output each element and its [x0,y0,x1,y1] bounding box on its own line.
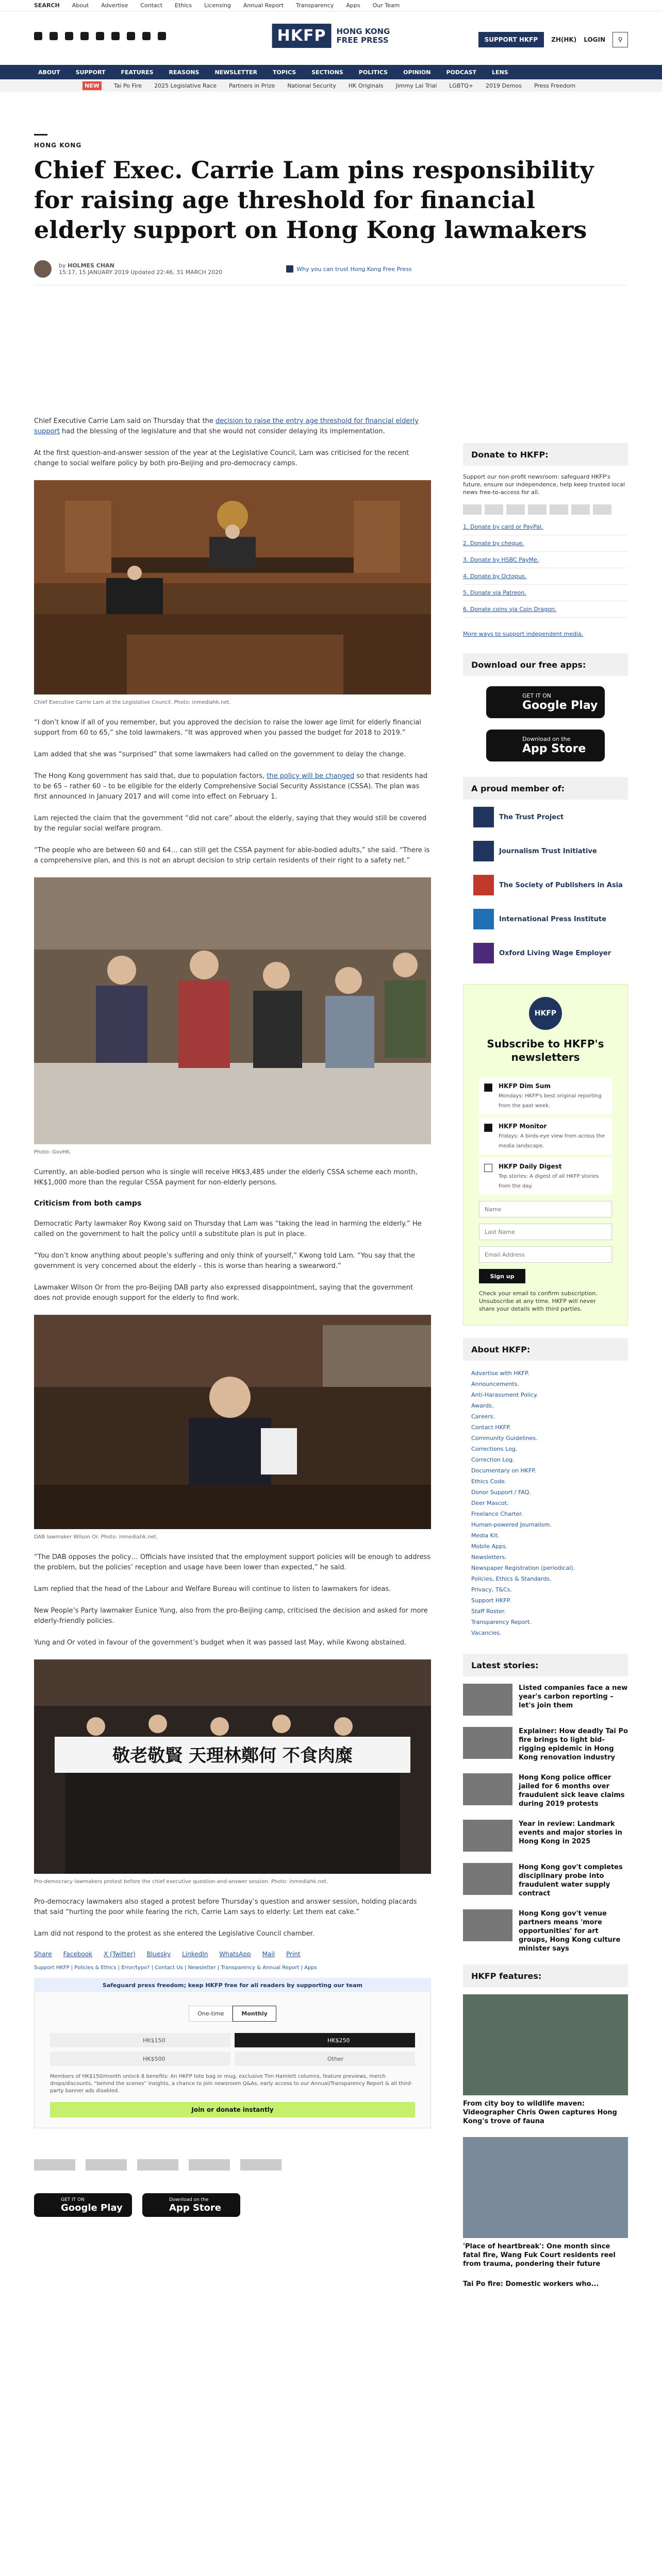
jti-logo[interactable] [473,841,597,861]
byline-text [59,262,222,276]
nav-podcast[interactable]: PODCAST [446,69,477,76]
nav-topics[interactable]: TOPICS [272,69,296,76]
top-ticker [0,0,662,11]
subnav-item[interactable]: Press Freedom [534,82,576,89]
amex-icon [506,504,525,515]
ticker-annual-report[interactable]: Annual Report [243,2,284,9]
store-small: Download on the [169,2197,209,2202]
paragraph: Yung and Or voted in favour of the government’s budget when it was passed last May, while Kwong abstained. [34,1639,406,1647]
photo-caption: Photo: GovHK. [34,1149,72,1155]
search-icon[interactable]: ⚲ [613,32,628,47]
ipi-logo[interactable] [189,2159,230,2171]
newsletter-name: HKFP Daily Digest [499,1163,562,1170]
ipi-icon [473,909,494,929]
wilson-or-photo [34,1315,431,1529]
main-nav [0,65,662,79]
article-photo [34,877,431,1155]
nav-support[interactable]: SUPPORT [75,69,106,76]
story-thumbnail [463,1863,512,1895]
feature-title: Tai Po fire: Domestic workers who... [463,2280,599,2288]
youtube-icon[interactable] [111,32,120,40]
subnav-item[interactable]: 2025 Legislative Race [154,82,217,89]
donate-option[interactable]: 2. Donate by cheque. [463,535,628,552]
ticker-search[interactable]: SEARCH [34,2,60,9]
freq-one-time[interactable]: One-time [189,2006,233,2022]
threads-icon[interactable] [80,32,89,40]
kicker-rule [34,134,47,135]
paragraph: New People’s Party lawmaker Eunice Yung, also from the pro-Beijing camp, criticised the decision and asked for more elderly-friendly policies. [34,1607,428,1625]
about-link[interactable]: Mobile Apps. [471,1543,508,1550]
telegram-icon[interactable] [142,32,151,40]
member-name: The Trust Project [499,813,564,821]
app-store-button[interactable] [486,730,605,761]
store-small: GET IT ON [522,692,552,699]
whatsapp-icon[interactable] [96,32,104,40]
photo-caption: Pro-democracy lawmakers protest before the chief executive question-and-answer session. Photo: inmediahk.net. [34,1879,328,1885]
story-title: Hong Kong gov't venue partners means 'more opportunities' for art groups, Hong Kong culture minister says [519,1910,621,1953]
about-link[interactable]: Media Kit. [471,1532,500,1539]
name-field[interactable]: Name [479,1201,612,1217]
masthead [0,11,662,65]
photo-caption: Chief Executive Carrie Lam at the Legislative Council. Photo: inmediahk.net. [34,700,231,705]
app-store-button[interactable] [142,2193,240,2217]
article-headline: Chief Exec. Carrie Lam pins responsibility for raising age threshold for financial elderly support on Hong Kong lawmakers [34,156,594,244]
email-icon[interactable] [127,32,135,40]
support-hkfp-button[interactable]: SUPPORT HKFP [478,32,544,47]
story-title: Hong Kong police officer jailed for 6 months over fraudulent sick leave claims during 2019 protests [519,1774,625,1808]
newsletter-name: HKFP Monitor [499,1123,547,1130]
sopa-logo[interactable] [137,2159,178,2171]
banner-text: 敬老敬賢 天理林鄭何 不食肉糜 [112,1745,353,1766]
nav-newsletter[interactable]: NEWSLETTER [214,69,257,76]
app-buttons [463,686,628,761]
newsletter-desc: Top stories: A digest of all HKFP stories from the day. [499,1174,599,1189]
share-label: Share [34,1951,52,1958]
subnav-item[interactable]: HK Originals [348,82,384,89]
paragraph: Lam rejected the claim that the government “did not care” about the elderly, saying that they would still be covered by the regular social welfare program. [34,815,427,833]
nav-opinion[interactable]: OPINION [403,69,431,76]
about-link[interactable]: Careers. [471,1413,495,1420]
apps-heading: Download our free apps: [463,653,628,676]
about-link[interactable]: Staff Roster. [471,1608,506,1615]
about-link[interactable]: Community Guidelines. [471,1435,538,1442]
donate-text: Support our non-profit newsroom: safeguard HKFP's future, ensure our independence, help keep trusted local news free-to-access for all. [463,473,625,496]
member-heading: A proud member of: [463,777,628,800]
x-icon[interactable] [49,32,58,40]
newsletter-option[interactable] [479,1077,612,1114]
payme-icon [550,504,568,515]
subnav-item[interactable]: Jimmy Lai Trial [395,82,437,89]
store-small: GET IT ON [61,2197,85,2202]
latest-story[interactable] [463,1863,628,1898]
about-link[interactable]: Ethics Code. [471,1478,507,1485]
visa-icon [485,504,503,515]
about-link[interactable]: Documentary on HKFP. [471,1467,536,1474]
paragraph: “The DAB opposes the policy… Officials have insisted that the employment support policies will be enough to address the problem, but the policies’ reception and usage have been lower than expected,” he said. [34,1553,431,1571]
checkbox-checked[interactable] [484,1124,492,1132]
feature-title: From city boy to wildlife maven: Videographer Chris Owen captures Hong Kong's trove of fauna [463,2100,617,2125]
octopus-icon [571,504,590,515]
paragraph: “You don’t know anything about people’s suffering and only think of yourself,” Kwong told Lam. “You say that the government is very concerned about the elderly – this is worse than hearing a swearword.” [34,1252,415,1270]
share-print[interactable]: Print [286,1951,301,1958]
feature-story[interactable] [463,2137,628,2268]
subnav-item[interactable]: 2019 Demos [486,82,522,89]
story-thumbnail [463,1909,512,1941]
payment-icons [463,504,628,515]
ticker-team[interactable]: Our Team [372,2,400,9]
paragraph: Lam replied that the head of the Labour and Welfare Bureau will continue to listen to lawmakers for ideas. [34,1585,391,1593]
share-bluesky[interactable]: Bluesky [146,1951,171,1958]
features-heading: HKFP features: [463,1964,628,1987]
author-avatar [34,260,52,278]
amount-option[interactable]: HK$500 [50,2052,230,2066]
store-big: Google Play [522,699,598,712]
paragraph: “The people who are between 60 and 64… can still get the CSSA payment for able-bodied adults,” she said. “There is a comprehensive plan, and this is not an abrupt decision to strip certain residents of their right to a safety net.” [34,846,430,865]
frequency-toggle [50,2006,415,2022]
partner-logos [34,2159,431,2171]
photo-caption: DAB lawmaker Wilson Or. Photo: inmediahk.net. [34,1534,158,1540]
more-ways-link[interactable]: More ways to support independent media. [463,631,584,637]
author-name[interactable]: HOLMES CHAN [68,262,114,269]
about-link[interactable]: Human-powered Journalism. [471,1521,552,1528]
story-thumbnail [463,1727,512,1759]
paypal-icon [528,504,547,515]
language-switch[interactable]: ZH(HK) [551,36,577,43]
about-link[interactable]: Corrections Log. [471,1446,518,1452]
sopa-icon [473,875,494,895]
ticker-contact[interactable]: Contact [140,2,163,9]
signup-button[interactable]: Sign up [479,1269,525,1283]
ticker-advertise[interactable]: Advertise [101,2,128,9]
about-link[interactable]: Privacy, T&Cs. [471,1586,512,1593]
ticker-about[interactable]: About [72,2,89,9]
text: The Hong Kong government has said that, due to population factors, [34,772,267,780]
subnav-item[interactable]: National Security [287,82,336,89]
google-play-button[interactable] [486,686,605,718]
about-heading: About HKFP: [463,1338,628,1361]
latest-list [463,1684,628,1953]
donate-option[interactable]: 4. Donate by Octopus. [463,568,628,585]
social-icons [34,32,166,40]
mastercard-icon [463,504,482,515]
trust-project-logo[interactable] [34,2159,75,2171]
feature-story[interactable] [463,2280,628,2289]
google-play-button[interactable] [34,2193,132,2217]
nav-sections[interactable]: SECTIONS [311,69,343,76]
protest-photo [34,1659,431,1874]
inline-link[interactable]: decision to raise the entry age threshold for financial elderly support [34,417,419,435]
article-body [34,416,431,2217]
jti-logo[interactable] [86,2159,127,2171]
member-name: The Society of Publishers in Asia [499,881,623,889]
paragraph: Currently, an able-bodied person who is single will receive HK$3,485 under the elderly CSSA scheme each month, HK$1,000 more than the regular CSSA payment for non-elderly persons. [34,1168,418,1187]
subnav-item[interactable]: LGBTQ+ [449,82,474,89]
logo-text [336,27,390,45]
newsletter-box [463,984,628,1326]
latest-story[interactable] [463,1820,628,1852]
footer-links[interactable]: Support HKFP | Policies & Ethics | Error/typo? | Contact Us | Newsletter | Transparency & Annual Report | Apps [34,1965,317,1971]
story-thumbnail [463,1684,512,1716]
newsletter-note: Check your email to confirm subscription. Unsubscribe at any time. HKFP will never share your details with third parties. [479,1290,598,1312]
site-logo[interactable] [272,24,390,48]
latest-story[interactable] [463,1909,628,1953]
share-bar [34,1951,431,1958]
trust-project-icon [473,807,494,827]
safeguard-banner[interactable]: Safeguard press freedom; keep HKFP free for all readers by supporting our team [34,1978,431,1992]
newsletter-option[interactable] [479,1117,612,1155]
byline [34,260,627,285]
newsletter-name: HKFP Dim Sum [499,1082,551,1090]
paragraph: “I don’t know if all of you remember, but you approved the decision to raise the lower age limit for elderly financial support from 60 to 65,” she told lawmakers. “It was approved when you passed the budget for 2018 to 2019.” [34,719,421,737]
member-name: Oxford Living Wage Employer [499,949,611,957]
article-photo [34,1315,431,1540]
about-link[interactable]: Freelance Charter. [471,1511,523,1517]
subnav-item[interactable]: Tai Po Fire [113,82,142,89]
about-link[interactable]: Advertise with HKFP. [471,1370,529,1377]
member-logos [463,807,628,963]
text: so that residents had to be 65 – rather 60 – to be eligible for the elderly Comprehensive Social Security Assistance (CSSA). The plan was first announced in January 2017 and will come into effect on February 1. [34,772,428,801]
trust-project-logo[interactable] [473,807,564,827]
store-big: Google Play [61,2202,123,2213]
about-link[interactable]: Correction Log. [471,1456,515,1463]
logo-line-2: FREE PRESS [336,35,389,45]
new-badge: NEW [82,81,102,90]
ticker-transparency[interactable]: Transparency [296,2,334,9]
member-name: Journalism Trust Initiative [499,847,597,855]
jti-icon [473,841,494,861]
share-facebook[interactable]: Facebook [63,1951,93,1958]
amount-options [50,2033,415,2066]
paragraph: Democratic Party lawmaker Roy Kwong said on Thursday that Lam was “taking the lead in harming the elderly.” He called on the government to halt the policy until a substitute plan is put in place. [34,1220,422,1238]
store-big: App Store [522,742,586,755]
living-wage-logo[interactable] [240,2159,282,2171]
story-title: Year in review: Landmark events and major stories in Hong Kong in 2025 [519,1820,622,1845]
ipi-logo[interactable] [473,909,606,929]
about-links [463,1368,628,1638]
about-link[interactable]: Policies, Ethics & Standards. [471,1575,552,1582]
ticker-licensing[interactable]: Licensing [204,2,231,9]
latest-heading: Latest stories: [463,1654,628,1676]
trust-link-label: Why you can trust Hong Kong Free Press [296,265,412,273]
about-link[interactable]: Awards. [471,1402,494,1409]
paragraph: At the first question-and-answer session of the year at the Legislative Council, Lam was criticised for the recent change to social welfare policy by both pro-Beijing and pro-democracy camps. [34,449,409,467]
newsletter-option[interactable] [479,1158,612,1195]
checkbox-checked[interactable] [484,1083,492,1092]
living-wage-logo[interactable] [473,943,611,963]
newsletter-desc: Mondays: HKFP's best original reporting from the past week. [499,1093,602,1109]
story-title: Explainer: How deadly Tai Po fire brings to light bid-rigging epidemic in Hong Kong renovation industry [519,1727,628,1761]
about-link[interactable]: Newspaper Registration (periodical). [471,1565,575,1571]
nav-features[interactable]: FEATURES [121,69,154,76]
member-name: International Press Institute [499,915,606,923]
email-field[interactable]: Email Address [479,1246,612,1263]
instagram-icon[interactable] [65,32,73,40]
paragraph [34,771,431,802]
subnav-item[interactable]: Partners in Prize [229,82,275,89]
donate-option[interactable]: 6. Donate coins via Coin Dragon. [463,601,628,618]
share-mail[interactable]: Mail [262,1951,275,1958]
checkbox[interactable] [484,1164,492,1172]
feature-title: 'Place of heartbreak': One month since fatal fire, Wang Fuk Court residents reel from trauma, pondering their future [463,2243,616,2268]
ticker-ethics[interactable]: Ethics [175,2,192,9]
paragraph: Lam added that she was “surprised” that some lawmakers had called on the government to delay the change. [34,751,406,758]
share-linkedin[interactable]: LinkedIn [182,1951,208,1958]
about-link[interactable]: Newsletters. [471,1554,507,1561]
facebook-icon[interactable] [34,32,42,40]
sub-nav [0,79,662,92]
ticker-apps[interactable]: Apps [346,2,360,9]
living-wage-icon [473,943,494,963]
last-name-field[interactable]: Last Name [479,1224,612,1240]
about-link[interactable]: Announcements. [471,1381,519,1387]
amount-option-selected[interactable]: HK$250 [235,2033,415,2047]
text: had the blessing of the legislature and that she would not consider delaying its implementation. [59,428,385,435]
store-small: Download on the [522,736,571,742]
about-link[interactable]: Contact HKFP. [471,1424,511,1431]
nav-reasons[interactable]: REASONS [169,69,200,76]
about-link[interactable]: Support HKFP. [471,1597,511,1604]
story-thumbnail [463,1820,512,1852]
paragraph [34,416,431,437]
newsletter-desc: Fridays: A birds-eye view from across the media landscape. [499,1133,605,1149]
feature-image [463,2137,628,2238]
about-link[interactable]: Deer Mascot. [471,1500,509,1506]
latest-story[interactable] [463,1684,628,1716]
donate-heading: Donate to HKFP: [463,443,628,466]
member-benefits: Members of HK$150/month unlock 8 benefits: An HKFP tote bag or mug, exclusive Tim Hamlett columns, feature previews, merch drops/discounts, “behind the scenes” insights, a chance to join newsroom Q&As, early access to our Annual/Transparency Report & all third-party banner ads disabled. [50,2074,412,2094]
about-link[interactable]: Transparency Report. [471,1619,532,1625]
logo-line-1: HONG KONG [336,26,390,36]
store-big: App Store [169,2202,221,2213]
text: Chief Executive Carrie Lam said on Thursday that the [34,417,216,425]
paragraph: Lawmaker Wilson Or from the pro-Beijing DAB party also expressed disappointment, saying that the government does not provide enough support for the elderly to find work. [34,1284,413,1302]
store-buttons [34,2193,431,2217]
about-link[interactable]: Vacancies. [471,1630,502,1636]
nav-politics[interactable]: POLITICS [358,69,388,76]
newsletter-logo: HKFP [529,997,562,1030]
donate-option[interactable]: 1. Donate by card or PayPal. [463,519,628,535]
donate-option[interactable]: 5. Donate via Patreon. [463,585,628,601]
donate-widget [34,1992,431,2128]
feature-image [463,1994,628,2095]
legco-photo [34,480,431,694]
story-thumbnail [463,1773,512,1805]
trust-link[interactable] [286,265,411,273]
story-title: Hong Kong gov't completes disciplinary probe into fraudulent water supply contract [519,1863,623,1897]
share-x[interactable]: X (Twitter) [104,1951,136,1958]
inline-link[interactable]: the policy will be changed [267,772,355,780]
article-photo [34,480,431,705]
share-whatsapp[interactable]: WhatsApp [219,1951,251,1958]
publish-dates: 15:17, 15 JANUARY 2019 Updated 22:46, 31 MARCH 2020 [59,269,223,276]
nav-about[interactable]: ABOUT [38,69,60,76]
tiktok-icon[interactable] [158,32,166,40]
sidebar [463,443,628,2300]
about-link[interactable]: Donor Support / FAQ. [471,1489,531,1496]
patreon-icon [593,504,611,515]
join-button[interactable]: Join or donate instantly [50,2102,415,2117]
donate-list [463,519,628,618]
trust-icon [286,265,293,273]
sopa-logo[interactable] [473,875,623,895]
article-header [34,134,627,289]
newsletter-title: Subscribe to HKFP's newsletters [487,1038,604,1063]
story-title: Listed companies face a new year's carbon reporting – let's join them [519,1684,628,1709]
paragraph: Pro-democracy lawmakers also staged a protest before Thursday’s question and answer session, holding placards that said “hurting the poor while fearing the rich, Carrie Lam says to elderly: Let them eat cake.” [34,1898,417,1916]
elderly-photo [34,877,431,1144]
latest-story[interactable] [463,1727,628,1762]
about-link[interactable]: Anti-Harassment Policy. [471,1392,538,1398]
byline-by: by [59,262,66,269]
amount-option[interactable]: HK$150 [50,2033,230,2047]
subheading: Criticism from both camps [34,1199,142,1208]
donate-option[interactable]: 3. Donate by HSBC PayMe. [463,552,628,568]
logo-box: HKFP [272,24,332,48]
latest-story[interactable] [463,1773,628,1808]
paragraph: Lam did not respond to the protest as she entered the Legislative Council chamber. [34,1930,315,1938]
freq-monthly[interactable]: Monthly [233,2006,276,2022]
amount-option[interactable]: Other [235,2052,415,2066]
nav-lens[interactable]: LENS [492,69,508,76]
article-photo [34,1659,431,1885]
section-kicker[interactable]: HONG KONG [34,142,82,149]
login-link[interactable]: LOGIN [584,36,605,43]
top-right-actions [478,32,628,47]
feature-story[interactable] [463,1994,628,2126]
